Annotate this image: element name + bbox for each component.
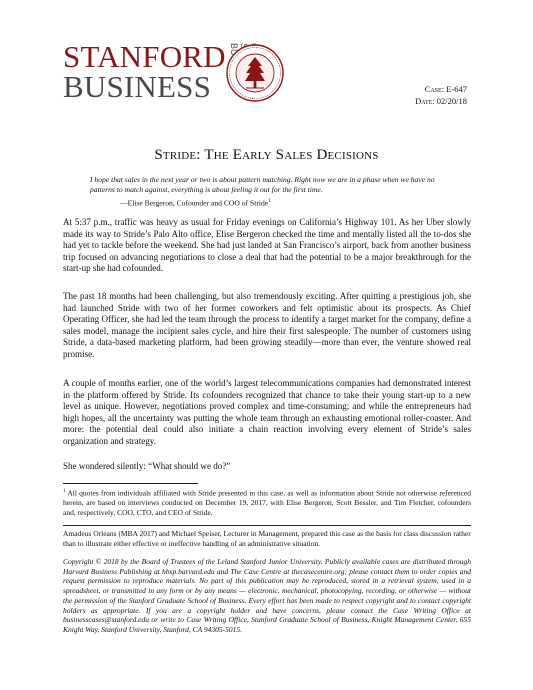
body-paragraph: The past 18 months had been challenging, but also tremendously exciting. After quitting a prestigious job, she had launched Stride with two of her former coworkers and felt optimistic about its prospects. As Chief Operating Officer, she had led the team through the process to identify a target market for the company, define a sales model, manage the incipient sales cycle, and hire their first salespeople. The number of customers using Stride, a data-based marketing platform, had been growing steadily—more than ever, the venture showed real promise. (63, 291, 471, 359)
case-title: Stride: The Early Sales Decisions (154, 147, 379, 163)
date-label: Date: (415, 95, 435, 106)
footnote-text: All quotes from individuals affiliated with Stride presented in this case, as well as information about Stride not otherwise referenced herein, are based on interviews conducted on December 19, 2017, with Elise Bergeron, Scott Bessler, and Tim Fletcher, cofounders and, respectively, COO, CTO, and CEO of Stride. (63, 488, 471, 517)
authors-divider (63, 525, 471, 526)
case-number-line (415, 84, 467, 96)
case-date-line (415, 96, 467, 108)
footnote (63, 487, 471, 517)
body-paragraph: A couple of months earlier, one of the world’s largest telecommunications companies had demonstrated interest in the platform offered by Stride. Its cofounders recognized that chance to take their young start-up to a new level as unique. However, negotiations proved complex and time-consuming; and while the entrepreneurs had high hopes, all the uncertainty was putting the whole team through an exhausting emotional roller-coaster. And more: the potential deal could also initiate a chain reaction involving every element of Stride’s sales organization and strategy. (63, 378, 471, 446)
epigraph-quote: I hope that sales in the next year or two is about pattern matching. Right now we are in a phase when we have no patterns to match against, everything is about feeling it out for the first time. (90, 175, 435, 194)
body-paragraph: She wondered silently: “What should we do?” (63, 461, 231, 471)
case-metadata (415, 84, 467, 107)
case-date: 02/20/18 (436, 95, 467, 106)
footnote-mark: 1 (63, 489, 66, 494)
authors-note: Amadeus Orleans (MBA 2017) and Michael Speiser, Lecturer in Management, prepared this case as the basis for class discussion rather than to illustrate either effective or ineffective handling of an administrative situation. (63, 529, 471, 548)
logo-stanford-wordmark: STANFORD (63, 39, 226, 74)
case-label: Case: (424, 84, 445, 94)
stanford-seal-icon (226, 44, 284, 102)
footnote-divider (63, 483, 198, 484)
footnote-reference: 1 (268, 198, 271, 204)
epigraph-attribution (120, 196, 271, 209)
case-number: E-647 (446, 84, 467, 94)
logo-business-wordmark: BUSINESS (63, 69, 212, 104)
copyright-notice: Copyright © 2018 by the Board of Trustees of the Leland Stanford Junior University. Publicly available cases are distributed through Harvard Business Publishing at hbsp.harvard.edu and The Case Centre at thecasecentre.org; please contact them to order copies and request permission to reproduce materials. No part of this publication may be reproduced, stored in a retrieval system, used in a spreadsheet, or transmitted in any form or by any means — electronic, mechanical, photocopying, recording, or otherwise — without the permission of the Stanford Graduate School of Business. Every effort has been made to respect copyright and to contact copyright holders as appropriate. If you are a copyright holder and have concerns, please contact the Case Writing Office at businesscases@stanford.edu or write to Case Writing Office, Stanford Graduate School of Business, Knight Management Center, 655 Knight Way, Stanford University, Stanford, CA 94305-5015. (63, 557, 471, 634)
epigraph-attribution-text: —Elise Bergeron, Cofounder and COO of Stride (120, 198, 269, 208)
body-paragraph: At 5:37 p.m., traffic was heavy as usual for Friday evenings on California’s Highway 101. As her Uber slowly made its way to Stride’s Palo Alto office, Elise Bergeron checked the time and mentally listed all the to-dos she had yet to tackle before the weekend. She had just landed at San Francisco’s airport, back from another business trip focused on advancing negotiations to close a deal that had the potential to be a major breakthrough for the start-up she had cofounded. (63, 217, 471, 273)
